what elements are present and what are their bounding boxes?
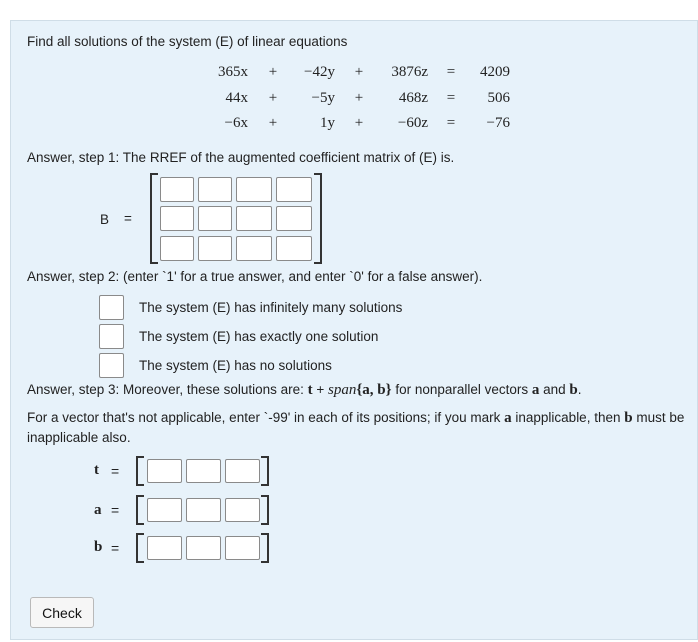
eq1-equals: =	[446, 64, 456, 80]
step3-t: t	[307, 382, 313, 398]
eq1-op2: +	[354, 64, 364, 80]
step3-span: span	[328, 382, 357, 398]
eq1-term-z: 3876z	[391, 64, 428, 80]
rref-cell-r2c1[interactable]	[160, 206, 194, 231]
rref-cell-r3c4[interactable]	[276, 236, 312, 261]
rref-cell-r1c1[interactable]	[160, 177, 194, 202]
step3-b: b	[569, 382, 578, 398]
vector-t-label: t	[94, 462, 99, 478]
eq2-rhs: 506	[487, 90, 510, 106]
vector-a-right-bracket	[261, 495, 269, 525]
eq3-equals: =	[446, 115, 456, 131]
rref-cell-r2c2[interactable]	[198, 206, 232, 231]
eq2-term-y: −5y	[311, 90, 335, 106]
eq3-op2: +	[354, 115, 364, 131]
step3-text	[27, 382, 582, 399]
step3-a: a	[531, 382, 540, 398]
matrix-right-bracket	[314, 173, 322, 264]
rref-cell-r2c3[interactable]	[236, 206, 272, 231]
eq1-term-x: 365x	[218, 64, 248, 80]
eq2-op2: +	[354, 90, 364, 106]
rref-cell-r1c3[interactable]	[236, 177, 272, 202]
vector-b-label: b	[94, 539, 103, 555]
step3-plus: +	[312, 382, 329, 397]
vector-b-right-bracket	[261, 533, 269, 563]
rref-cell-r3c3[interactable]	[236, 236, 272, 261]
note-part2: inapplicable, then	[511, 410, 625, 425]
vector-a-left-bracket	[136, 495, 144, 525]
vector-t-cell-2[interactable]	[186, 459, 221, 483]
vector-a-label: a	[94, 502, 102, 518]
vector-a-equals: =	[111, 502, 120, 518]
eq3-term-x: −6x	[224, 115, 248, 131]
vector-t-equals: =	[111, 463, 120, 479]
matrix-left-bracket	[150, 173, 158, 264]
step3-mid: for nonparallel vectors	[391, 382, 532, 397]
answer-infinite-solutions-input[interactable]	[99, 295, 124, 320]
eq2-term-x: 44x	[225, 90, 248, 106]
vector-t-cell-1[interactable]	[147, 459, 182, 483]
rref-cell-r3c1[interactable]	[160, 236, 194, 261]
eq3-rhs: −76	[486, 115, 510, 131]
vector-t-right-bracket	[261, 456, 269, 486]
eq1-rhs: 4209	[480, 64, 510, 80]
eq3-op1: +	[268, 115, 278, 131]
answer-one-solution-input[interactable]	[99, 324, 124, 349]
vector-b-equals: =	[111, 540, 120, 556]
rref-cell-r3c2[interactable]	[198, 236, 232, 261]
vector-b-cell-3[interactable]	[225, 536, 260, 560]
eq3-term-z: −60z	[397, 115, 428, 131]
eq1-term-y: −42y	[304, 64, 335, 80]
vector-a-cell-1[interactable]	[147, 498, 182, 522]
option-none-label: The system (E) has no solutions	[139, 358, 332, 373]
step1-text: Answer, step 1: The RREF of the augmented coefficient matrix of (E) is.	[27, 150, 455, 165]
note-b: b	[624, 410, 633, 426]
matrix-equals: =	[124, 211, 132, 226]
eq2-op1: +	[268, 90, 278, 106]
eq2-equals: =	[446, 90, 456, 106]
eq2-term-z: 468z	[398, 90, 428, 106]
vector-t-cell-3[interactable]	[225, 459, 260, 483]
option-one-label: The system (E) has exactly one solution	[139, 329, 379, 344]
step3-end: .	[577, 382, 582, 397]
rref-cell-r2c4[interactable]	[276, 206, 312, 231]
step3-and: and	[539, 382, 570, 397]
matrix-label: B	[100, 212, 110, 227]
check-button[interactable]: Check	[30, 597, 94, 628]
vector-a-cell-3[interactable]	[225, 498, 260, 522]
note-a: a	[504, 410, 512, 426]
step3-prefix: Answer, step 3: Moreover, these solutions are:	[27, 382, 308, 397]
step3-note	[27, 408, 691, 448]
vector-b-cell-1[interactable]	[147, 536, 182, 560]
note-part1: For a vector that's not applicable, enter `-99' in each of its positions; if you mark	[27, 410, 505, 425]
vector-t-left-bracket	[136, 456, 144, 486]
note-part3: must be inapplicable also.	[27, 410, 685, 445]
rref-cell-r1c4[interactable]	[276, 177, 312, 202]
rref-cell-r1c2[interactable]	[198, 177, 232, 202]
option-infinite-label: The system (E) has infinitely many solutions	[139, 300, 403, 315]
eq3-term-y: 1y	[320, 115, 335, 131]
vector-a-cell-2[interactable]	[186, 498, 221, 522]
vector-b-cell-2[interactable]	[186, 536, 221, 560]
step2-text: Answer, step 2: (enter `1' for a true answer, and enter `0' for a false answer).	[27, 269, 483, 284]
answer-no-solutions-input[interactable]	[99, 353, 124, 378]
vector-b-left-bracket	[136, 533, 144, 563]
question-prompt: Find all solutions of the system (E) of linear equations	[27, 34, 348, 49]
eq1-op1: +	[268, 64, 278, 80]
step3-set: {a, b}	[356, 382, 392, 398]
